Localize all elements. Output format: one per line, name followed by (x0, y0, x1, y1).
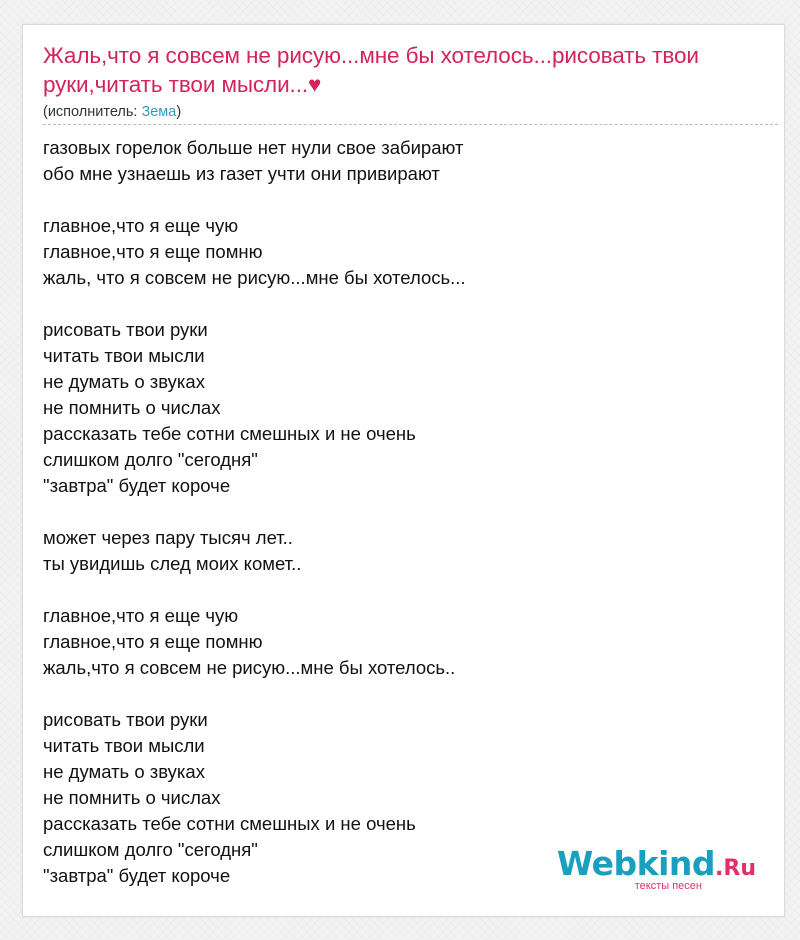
artist-suffix: ) (176, 104, 182, 120)
divider (43, 124, 778, 125)
stanza-break (43, 681, 466, 707)
lyric-line: "завтра" будет короче (43, 475, 231, 496)
lyric-line: рассказать тебе сотни смешных и не очень (43, 813, 416, 834)
lyric-line: главное,что я еще помню (43, 631, 263, 652)
lyrics-text (43, 135, 466, 889)
lyric-line: обо мне узнаешь из газет учти они привирают (43, 163, 440, 184)
lyrics-card (22, 24, 785, 917)
lyric-line: рисовать твои руки (43, 319, 208, 340)
lyric-line: не помнить о числах (43, 397, 221, 418)
lyric-line: жаль, что я совсем не рисую...мне бы хотелось... (43, 267, 466, 288)
logo-tld: .Ru (715, 856, 756, 881)
lyric-line: жаль,что я совсем не рисую...мне бы хотелось.. (43, 657, 456, 678)
lyric-line: газовых горелок больше нет нули свое забирают (43, 137, 464, 158)
lyric-line: рассказать тебе сотни смешных и не очень (43, 423, 416, 444)
site-logo[interactable] (526, 846, 756, 896)
lyric-line: читать твои мысли (43, 735, 205, 756)
lyric-line: читать твои мысли (43, 345, 205, 366)
stanza-break (43, 577, 466, 603)
logo-name: Webkind (556, 844, 716, 883)
artist-line (43, 103, 181, 121)
lyric-line: главное,что я еще чую (43, 215, 239, 236)
lyric-line: "завтра" будет короче (43, 865, 231, 886)
artist-prefix: (исполнитель: (43, 104, 142, 120)
stanza-break (43, 499, 466, 525)
lyric-line: не помнить о числах (43, 787, 221, 808)
lyric-line: может через пару тысяч лет.. (43, 527, 293, 548)
lyric-line: главное,что я еще чую (43, 605, 239, 626)
stanza-break (43, 187, 466, 213)
song-title: Жаль,что я совсем не рисую...мне бы хотелось...рисовать твои руки,читать твои мысли...♥ (43, 43, 699, 97)
lyric-line: ты увидишь след моих комет.. (43, 553, 302, 574)
lyric-line: слишком долго "сегодня" (43, 839, 258, 860)
lyric-line: не думать о звуках (43, 761, 205, 782)
lyric-line: главное,что я еще помню (43, 241, 263, 262)
stanza-break (43, 291, 466, 317)
logo-tagline: тексты песен (634, 880, 702, 892)
lyric-line: не думать о звуках (43, 371, 205, 392)
lyric-line: рисовать твои руки (43, 709, 208, 730)
lyric-line: слишком долго "сегодня" (43, 449, 258, 470)
artist-link[interactable]: Зема (141, 104, 177, 120)
